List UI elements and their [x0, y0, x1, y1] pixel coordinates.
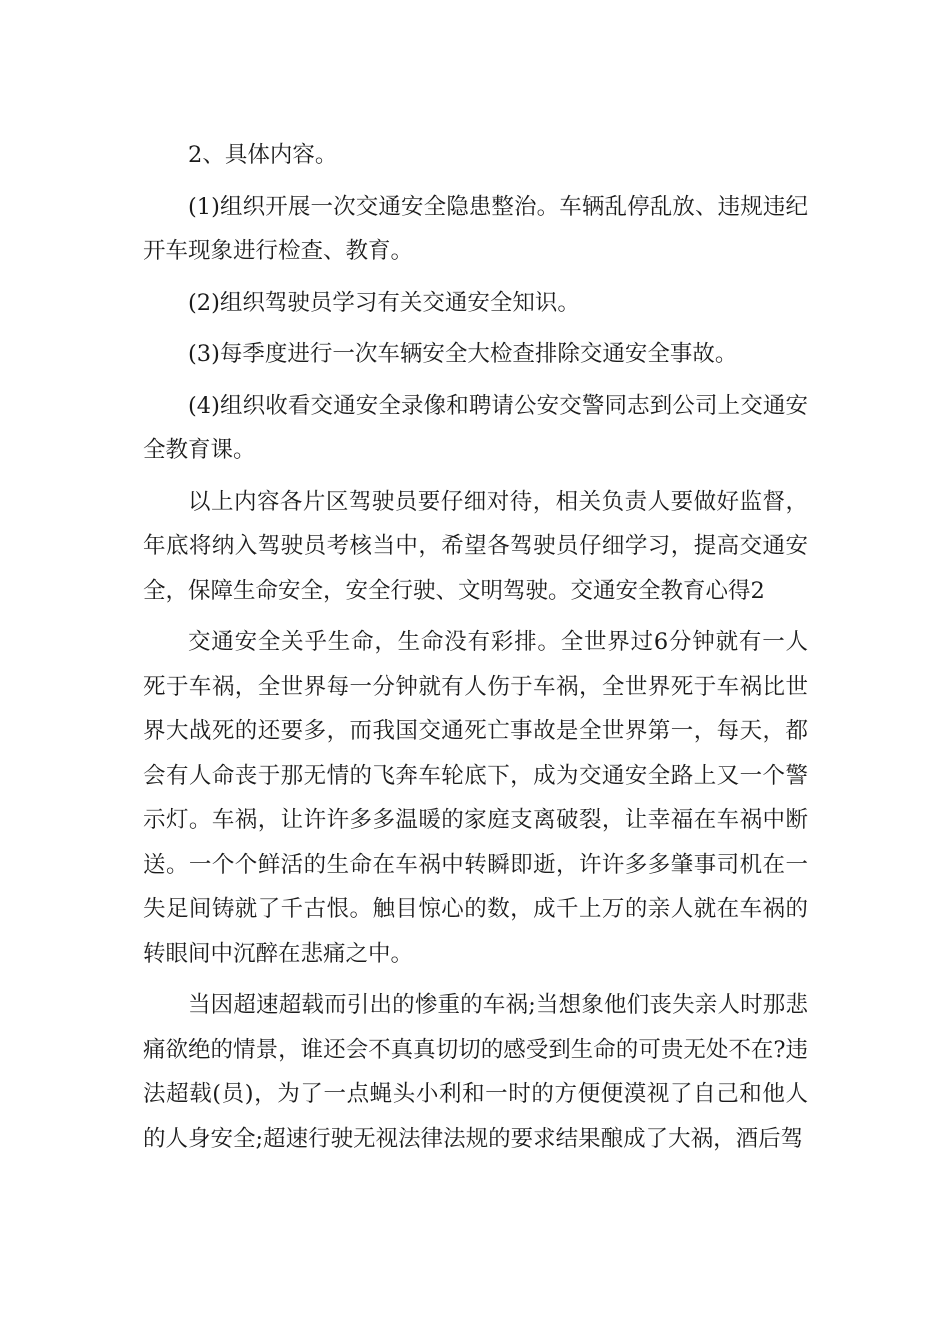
document-body [143, 133, 808, 1168]
paragraph-item-3: (3)每季度进行一次车辆安全大检查排除交通安全事故。 [188, 341, 738, 367]
paragraph-item-1: (1)组织开展一次交通安全隐患整治。车辆乱停乱放、违规违纪开车现象进行检查、教育。 [143, 193, 808, 264]
paragraph-heading-specific-content: 2、具体内容。 [188, 142, 338, 168]
paragraph-essay-continued: 当因超速超载而引出的惨重的车祸;当想象他们丧失亲人时那悲痛欲绝的情景，谁还会不真真切切的感受到生命的可贵无处不在?违法超载(员)，为了一点蝇头小利和一时的方便便漠视了自己和他人的人身安全;超速行驶无视法律法规的要求结果酿成了大祸，酒后驾 [143, 992, 808, 1152]
paragraph-item-4: (4)组织收看交通安全录像和聘请公安交警同志到公司上交通安全教育课。 [143, 392, 808, 463]
paragraph-summary: 以上内容各片区驾驶员要仔细对待，相关负责人要做好监督，年底将纳入驾驶员考核当中，希望各驾驶员仔细学习，提高交通安全，保障生命安全，安全行驶、文明驾驶。交通安全教育心得2 [143, 488, 808, 604]
paragraph-essay-intro: 交通安全关乎生命，生命没有彩排。全世界过6分钟就有一人死于车祸，全世界每一分钟就有人伤于车祸，全世界死于车祸比世界大战死的还要多，而我国交通死亡事故是全世界第一，每天，都会有人命丧于那无情的飞奔车轮底下，成为交通安全路上又一个警示灯。车祸，让许许多多温暖的家庭支离破裂，让幸福在车祸中断送。一个个鲜活的生命在车祸中转瞬即逝，许许多多肇事司机在一失足间铸就了千古恨。触目惊心的数，成千上万的亲人就在车祸的转眼间中沉醉在悲痛之中。 [143, 629, 808, 967]
paragraph-item-2: (2)组织驾驶员学习有关交通安全知识。 [188, 289, 580, 316]
